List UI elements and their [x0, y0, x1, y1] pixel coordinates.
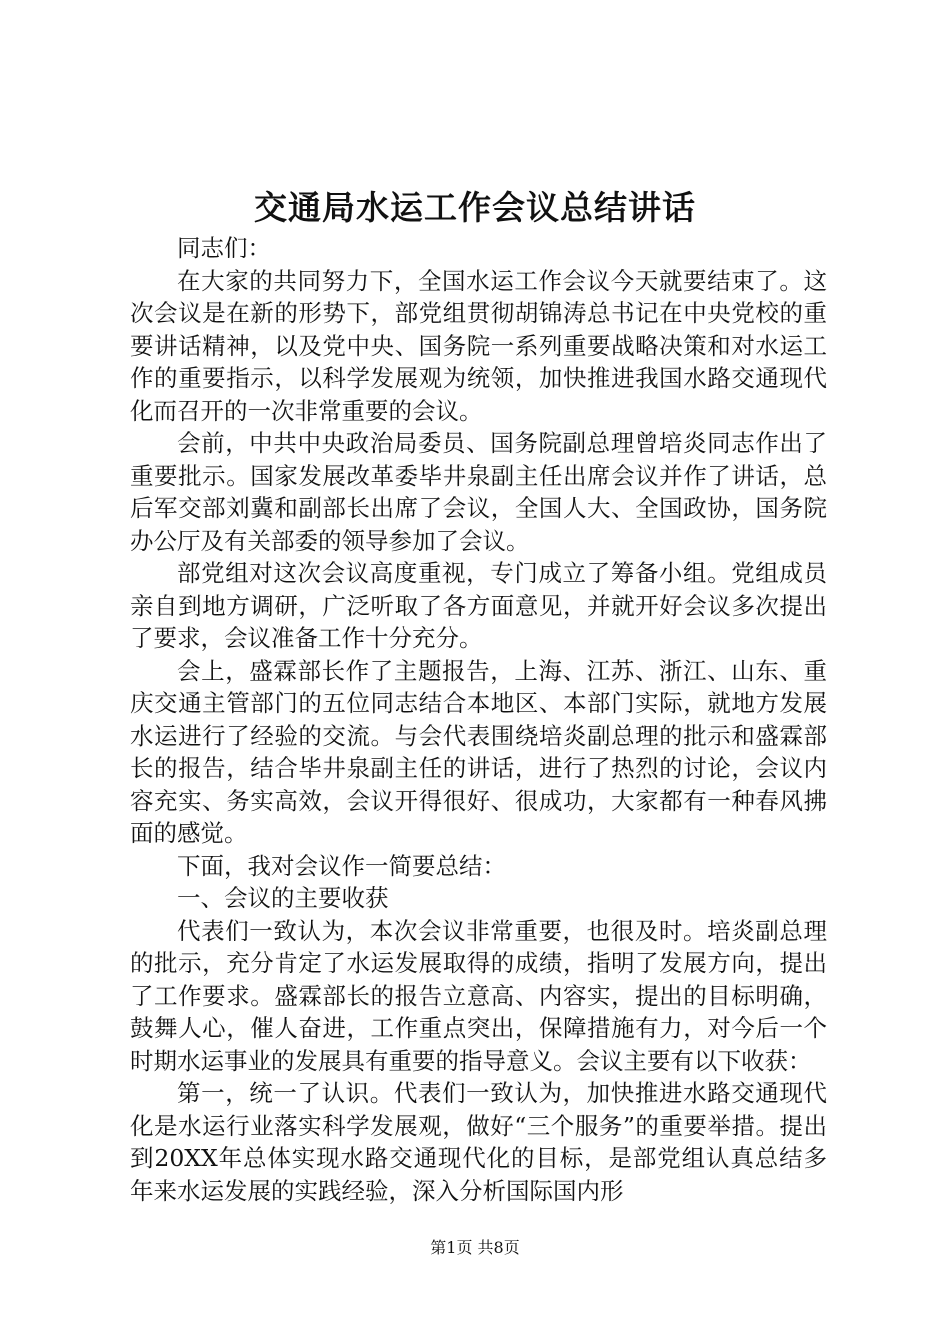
paragraph-1: 在大家的共同努力下，全国水运工作会议今天就要结束了。这次会议是在新的形势下，部党组贯彻胡锦涛总书记在中央党校的重要讲话精神，以及党中央、国务院一系列重要战略决策和对水运工作的重要指示，以科学发展观为统领，加快推进我国水路交通现代化而召开的一次非常重要的会议。: [130, 266, 827, 425]
paragraph-2: 会前，中共中央政治局委员、国务院副总理曾培炎同志作出了重要批示。国家发展改革委毕井泉副主任出席会议并作了讲话，总后军交部刘冀和副部长出席了会议，全国人大、全国政协，国务院办公厅及有关部委的领导参加了会议。: [130, 429, 827, 555]
paragraph-3: 部党组对这次会议高度重视，专门成立了筹备小组。党组成员亲自到地方调研，广泛听取了各方面意见，并就开好会议多次提出了要求，会议准备工作十分充分。: [130, 559, 827, 652]
paragraph-5: 下面，我对会议作一简要总结：: [177, 851, 506, 880]
paragraph-salutation: 同志们：: [177, 234, 271, 262]
paragraph-6: 代表们一致认为，本次会议非常重要，也很及时。培炎副总理的批示，充分肯定了水运发展取得的成绩，指明了发展方向，提出了工作要求。盛霖部长的报告立意高、内容实，提出的目标明确，鼓舞人心，催人奋进，工作重点突出，保障措施有力，对今后一个时期水运事业的发展具有重要的指导意义。会议主要有以下收获：: [130, 916, 827, 1075]
section-heading: 一、会议的主要收获: [177, 884, 389, 912]
document-title: 交通局水运工作会议总结讲话: [254, 188, 696, 227]
document-body: [130, 232, 827, 1207]
paragraph-7: 第一，统一了认识。代表们一致认为，加快推进水路交通现代化是水运行业落实科学发展观，做好“三个服务”的重要举措。提出到20XX年总体实现水路交通现代化的目标，是部党组认真总结多年来水运发展的实践经验，深入分析国际国内形: [130, 1079, 827, 1205]
paragraph-4: 会上，盛霖部长作了主题报告，上海、江苏、浙江、山东、重庆交通主管部门的五位同志结合本地区、本部门实际，就地方发展水运进行了经验的交流。与会代表围绕培炎副总理的批示和盛霖部长的报告，结合毕井泉副主任的讲话，进行了热烈的讨论，会议内容充实、务实高效，会议开得很好、很成功，大家都有一种春风拂面的感觉。: [130, 656, 827, 847]
page-indicator: 第1页 共8页: [430, 1238, 520, 1257]
